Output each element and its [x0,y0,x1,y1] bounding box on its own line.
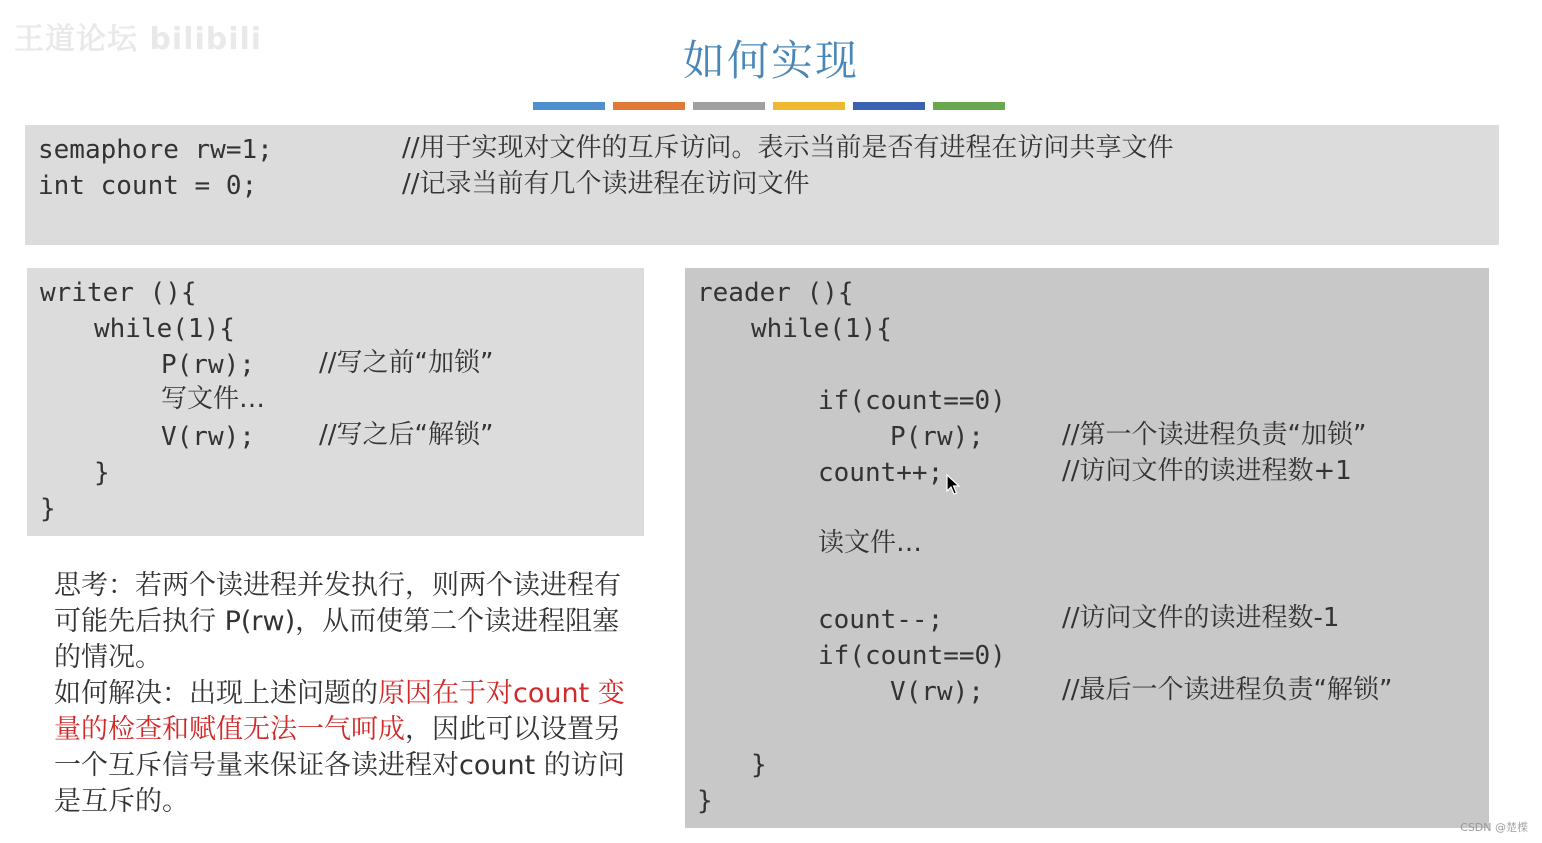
solution-prefix: 如何解决：出现上述问题的 [54,678,378,709]
writer-code-panel [27,268,644,536]
code-reader-count-dec: count--; [818,605,944,635]
color-bar-segment [613,102,685,110]
comment-reader-count-inc: //访问文件的读进程数+1 [1062,456,1352,486]
color-bar-segment [693,102,765,110]
reader-code-panel [685,268,1489,828]
color-bar-segment [933,102,1005,110]
discussion-solution [54,676,644,820]
color-bar [533,102,1005,110]
color-bar-segment [533,102,605,110]
code-reader-if-first: if(count==0) [818,386,1006,416]
code-writer-while: while(1){ [94,314,235,344]
comment-reader-lock: //第一个读进程负责“加锁” [1062,420,1367,450]
code-int-count: int count = 0; [38,171,258,201]
code-reader-p-rw: P(rw); [890,422,984,452]
code-reader-close-while: } [751,750,767,780]
code-reader-v-rw: V(rw); [890,677,984,707]
discussion-text [54,568,644,820]
code-writer-write-file: 写文件… [161,384,266,414]
code-writer-close-fn: } [40,494,56,524]
code-writer-signature: writer (){ [40,278,197,308]
code-reader-read-file: 读文件… [818,528,923,558]
code-reader-count-inc: count++; [818,458,944,488]
code-reader-if-last: if(count==0) [818,641,1006,671]
code-reader-close-fn: } [697,786,713,816]
color-bar-segment [853,102,925,110]
csdn-watermark: CSDN @楚楪 [1460,821,1528,834]
code-writer-p-rw: P(rw); [161,350,255,380]
code-writer-close-while: } [94,458,110,488]
comment-semaphore-rw: //用于实现对文件的互斥访问。表示当前是否有进程在访问共享文件 [402,133,1174,163]
comment-reader-unlock: //最后一个读进程负责“解锁” [1062,675,1393,705]
globals-code-panel [25,125,1499,245]
solution-suffix: ，因此可以设置另一个互斥信号量来保证各读进程对count 的访问是互斥的。 [54,714,625,817]
comment-reader-count-dec: //访问文件的读进程数-1 [1062,603,1340,633]
page-title: 如何实现 [682,36,859,85]
comment-writer-lock: //写之前“加锁” [319,348,494,378]
comment-writer-unlock: //写之后“解锁” [319,420,494,450]
code-reader-while: while(1){ [751,314,892,344]
comment-int-count: //记录当前有几个读进程在访问文件 [402,169,810,199]
code-semaphore-rw: semaphore rw=1; [38,135,273,165]
color-bar-segment [773,102,845,110]
code-reader-signature: reader (){ [697,278,854,308]
solution-highlight: 原因在于对count 变量的检查和赋值无法一气呵成 [54,678,625,745]
bilibili-watermark-logo: 王道论坛 bilibili [14,22,263,57]
code-writer-v-rw: V(rw); [161,422,255,452]
discussion-question: 思考：若两个读进程并发执行，则两个读进程有可能先后执行 P(rw)，从而使第二个读进程阻塞的情况。 [54,570,621,673]
mouse-cursor-icon [946,474,960,496]
